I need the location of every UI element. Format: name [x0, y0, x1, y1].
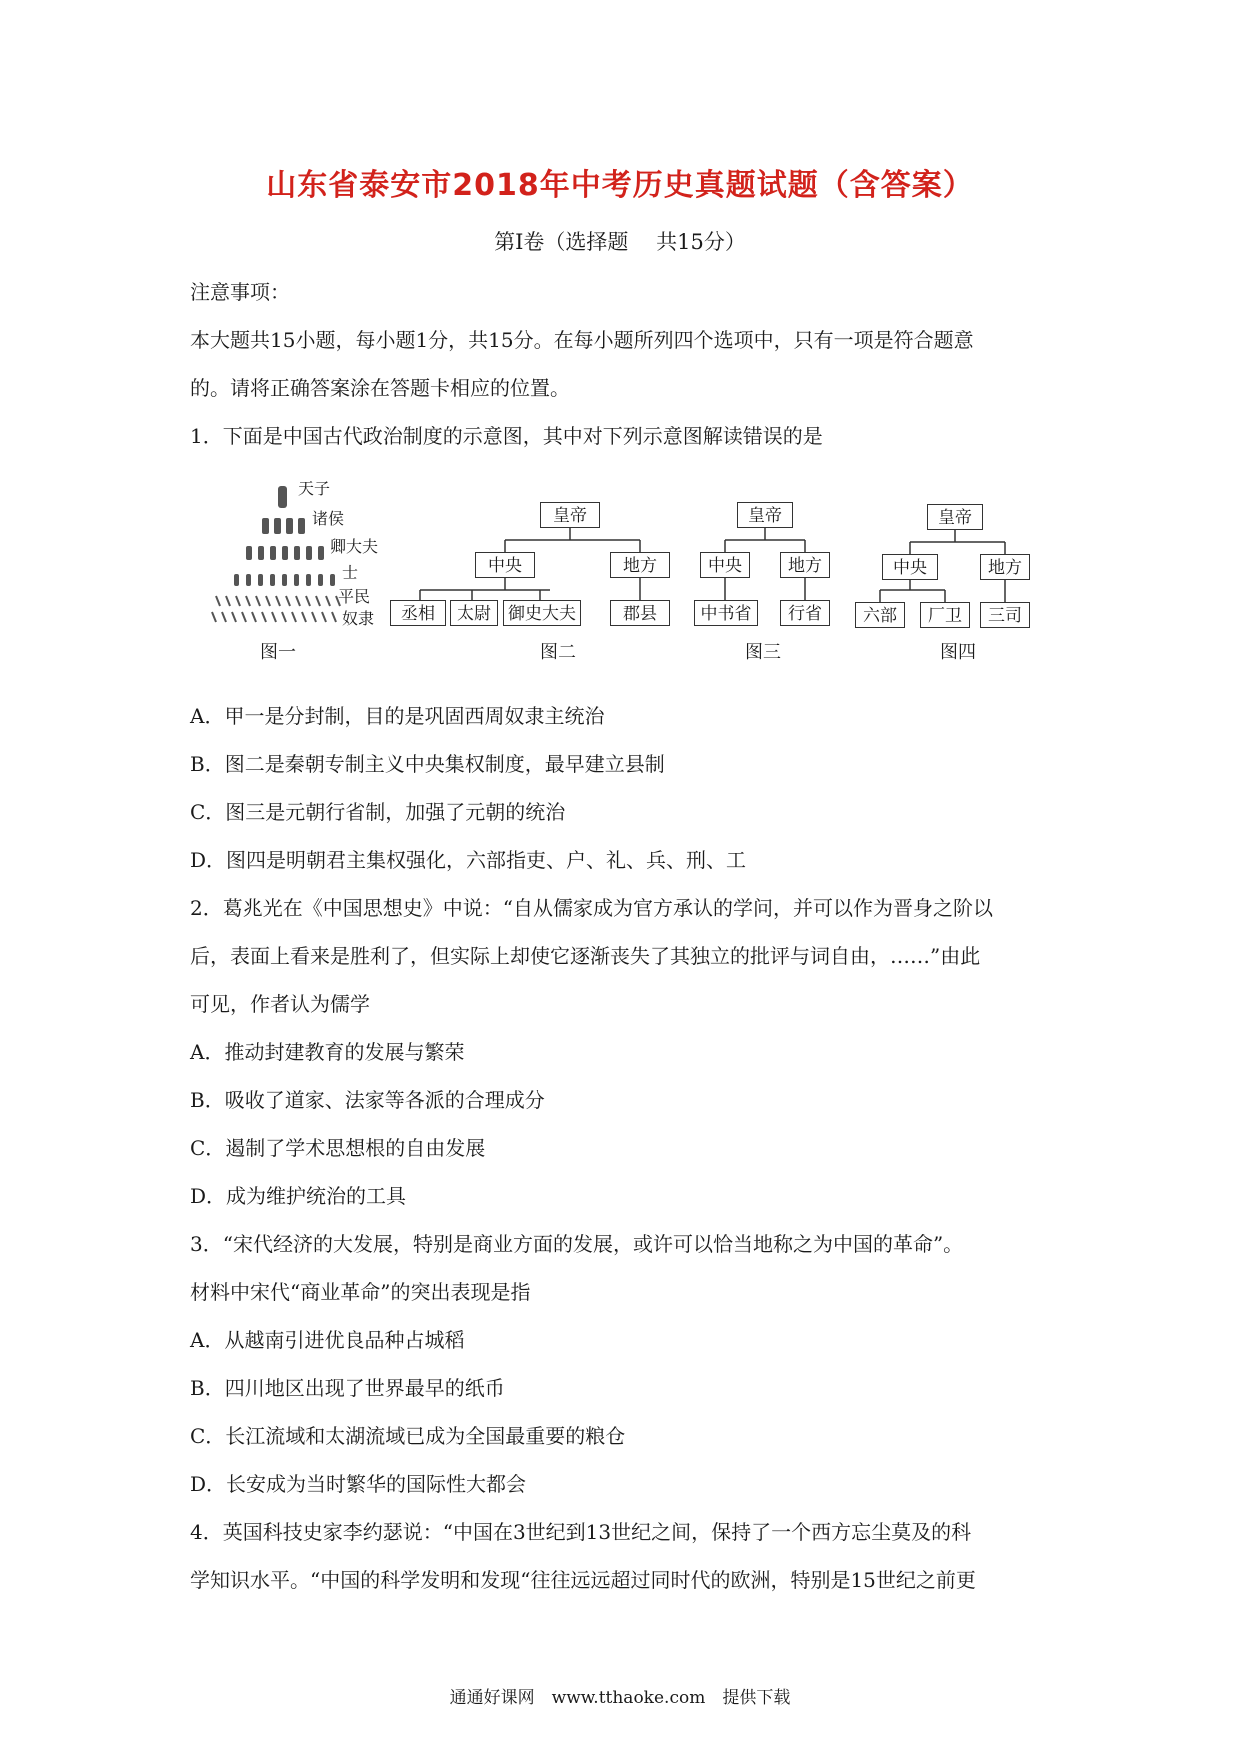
- question-2-option-a: A．推动封建教育的发展与繁荣: [190, 1040, 465, 1064]
- question-1-option-b: B．图二是秦朝专制主义中央集权制度，最早建立县制: [190, 752, 665, 776]
- fig4-leaf-changwei: 厂卫: [920, 602, 970, 628]
- pyramid-label-pingmin: 平民: [338, 587, 371, 606]
- fig2-leaf-chengxiang: 丞相: [390, 600, 446, 626]
- question-4-stem-line-1: 4．英国科技史家李约瑟说：“中国在3世纪到13世纪之间，保持了一个西方忘尘莫及的科: [190, 1520, 972, 1544]
- notice-heading: 注意事项：: [190, 280, 290, 304]
- fig2-local-box: 地方: [610, 552, 670, 578]
- fig3-central-box: 中央: [700, 552, 750, 578]
- figure-4-caption: 图四: [940, 642, 976, 663]
- question-2-option-d: D．成为维护统治的工具: [190, 1184, 407, 1208]
- question-2-option-c: C．遏制了学术思想根的自由发展: [190, 1136, 486, 1160]
- pyramid-label-nuli: 奴隶: [342, 609, 375, 628]
- fig3-leaf-zhongshusheng: 中书省: [694, 600, 758, 626]
- fig2-central-box: 中央: [475, 552, 535, 578]
- pyramid-label-shi: 士: [342, 563, 359, 582]
- question-3-stem-line-1: 3．“宋代经济的大发展，特别是商业方面的发展，或许可以恰当地称之为中国的革命”。: [190, 1232, 964, 1256]
- question-3-option-b: B．四川地区出现了世界最早的纸币: [190, 1376, 505, 1400]
- section-subtitle: 第Ⅰ卷（选择题 共15分）: [494, 230, 746, 254]
- question-1-stem: 1．下面是中国古代政治制度的示意图，其中对下列示意图解读错误的是: [190, 424, 823, 448]
- question-3-option-d: D．长安成为当时繁华的国际性大都会: [190, 1472, 527, 1496]
- question-1-option-d: D．图四是明朝君主集权强化，六部指吏、户、礼、兵、刑、工: [190, 848, 747, 872]
- page-footer: 通通好课网 www.tthaoke.com 提供下载: [449, 1688, 791, 1708]
- fig3-leaf-xingsheng: 行省: [780, 600, 830, 626]
- page-title: 山东省泰安市2018年中考历史真题试题（含答案）: [266, 168, 974, 203]
- fig3-local-box: 地方: [780, 552, 830, 578]
- pyramid-label-zhuhou: 诸侯: [312, 509, 345, 528]
- pyramid-figures: [234, 486, 335, 586]
- fig4-leaf-sansi: 三司: [980, 602, 1030, 628]
- notice-line-2: 的。请将正确答案涂在答题卡相应的位置。: [190, 376, 570, 400]
- pyramid-label-tianzi: 天子: [298, 479, 331, 498]
- question-3-option-a: A．从越南引进优良品种占城稻: [190, 1328, 465, 1352]
- question-1-option-a: A．甲一是分封制，目的是巩固西周奴隶主统治: [190, 704, 605, 728]
- fig4-leaf-liubu: 六部: [855, 602, 905, 628]
- question-1-option-c: C．图三是元朝行省制，加强了元朝的统治: [190, 800, 566, 824]
- political-system-figure: [210, 478, 1030, 678]
- notice-line-1: 本大题共15小题，每小题1分，共15分。在每小题所列四个选项中，只有一项是符合题意: [190, 328, 974, 352]
- question-2-option-b: B．吸收了道家、法家等各派的合理成分: [190, 1088, 545, 1112]
- fig2-leaf-junxian: 郡县: [610, 600, 670, 626]
- fig4-central-box: 中央: [882, 554, 938, 580]
- question-2-stem-line-2: 后，表面上看来是胜利了，但实际上却使它逐渐丧失了其独立的批评与词自由，……”由此: [190, 944, 981, 968]
- figure-3-caption: 图三: [745, 642, 781, 663]
- fig2-leaf-yushidafu: 御史大夫: [503, 600, 581, 626]
- fig4-emperor-box: 皇帝: [927, 504, 983, 530]
- pyramid-commoners: [212, 596, 340, 622]
- pyramid-label-qingdafu: 卿大夫: [330, 537, 379, 556]
- question-3-option-c: C．长江流域和太湖流域已成为全国最重要的粮仓: [190, 1424, 626, 1448]
- figure-1-caption: 图一: [260, 642, 296, 663]
- fig2-emperor-box: 皇帝: [540, 502, 600, 528]
- fig4-local-box: 地方: [980, 554, 1030, 580]
- question-4-stem-line-2: 学知识水平。“中国的科学发明和发现“往往远远超过同时代的欧洲，特别是15世纪之前更: [190, 1568, 976, 1592]
- figure-2-caption: 图二: [540, 642, 576, 663]
- question-3-stem-line-2: 材料中宋代“商业革命”的突出表现是指: [190, 1280, 531, 1304]
- fig3-emperor-box: 皇帝: [737, 502, 793, 528]
- question-2-stem-line-3: 可见，作者认为儒学: [190, 992, 370, 1016]
- fig2-leaf-taiwei: 太尉: [450, 600, 498, 626]
- question-2-stem-line-1: 2．葛兆光在《中国思想史》中说：“自从儒家成为官方承认的学问，并可以作为晋身之阶以: [190, 896, 993, 920]
